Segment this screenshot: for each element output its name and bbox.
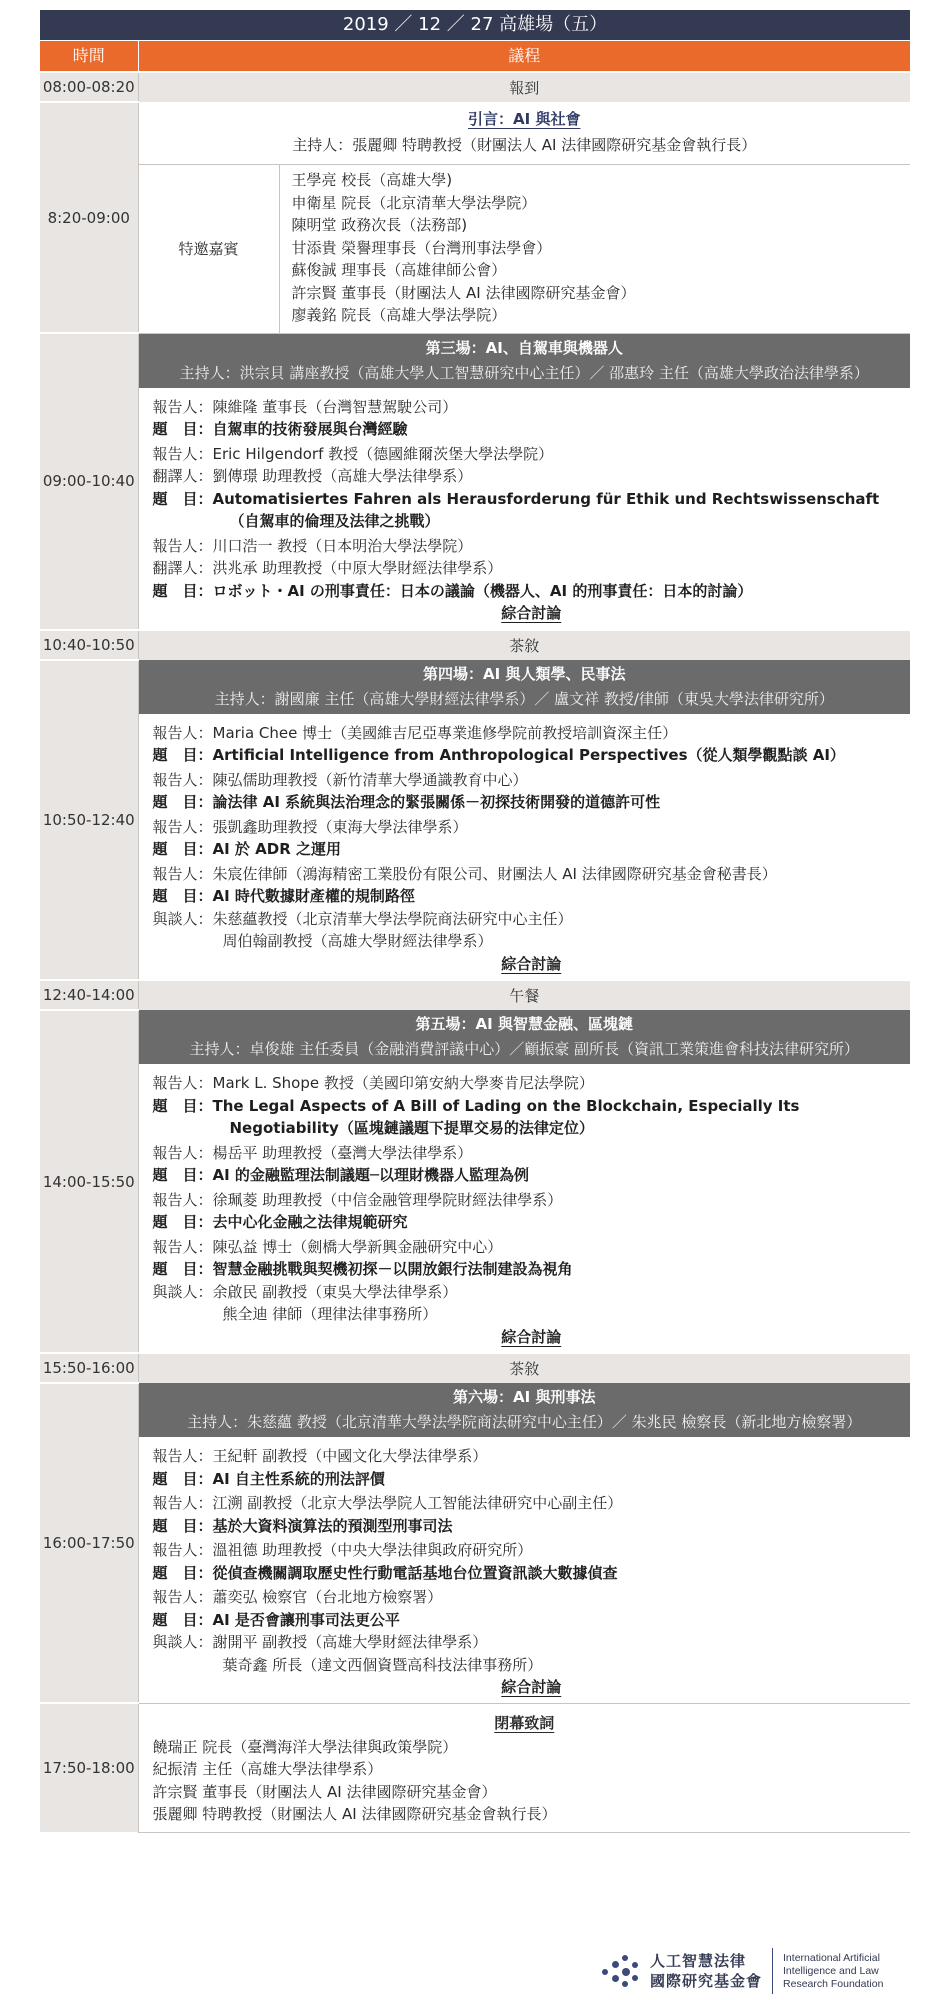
- speaker-line: 與談人：朱慈蘊教授（北京清華大學法學院商法研究中心主任）: [152, 909, 573, 928]
- guest-item: 廖義銘 院長（高雄大學法學院）: [291, 306, 507, 324]
- speaker-line: 與談人：余啟民 副教授（東吳大學法律學系）: [152, 1282, 458, 1301]
- guest-item: 陳明堂 政務次長（法務部): [291, 216, 468, 234]
- logo-en-line-3: Research Foundation: [783, 1977, 884, 1990]
- logo-en-line-1: International Artificial: [783, 1951, 880, 1964]
- intro-block: [138, 102, 910, 333]
- closing-speaker: 饒瑞正 院長（臺灣海洋大學法律與政策學院）: [152, 1737, 458, 1756]
- time-session-3: 09:00-10:40: [40, 333, 138, 630]
- time-session-6: 16:00-17:50: [40, 1383, 138, 1703]
- session-4-title: 第四場：AI 與人類學、民事法: [423, 664, 626, 683]
- agenda-sheet: [40, 10, 910, 1833]
- logo-divider: [772, 1948, 773, 1994]
- closing-speakers: [139, 1736, 911, 1832]
- logo-en-line-2: Intelligence and Law: [783, 1964, 879, 1977]
- talk-topic: 題 目：基於大資料演算法的預測型刑事司法: [152, 1516, 453, 1535]
- time-session-5: 14:00-15:50: [40, 1010, 138, 1353]
- session-5-moderator: 主持人：卓俊雄 主任委員（金融消費評議中心）／顧振豪 副所長（資訊工業策進會科技法律研究所）: [189, 1040, 860, 1058]
- speaker-line: 報告人：Maria Chee 博士（美國維吉尼亞專業進修學院前教授培訓資深主任）: [152, 723, 678, 742]
- guest-item: 甘添貴 榮譽理事長（台灣刑事法學會）: [291, 238, 552, 257]
- speaker-line: 翻譯人：洪兆承 助理教授（中原大學財經法律學系）: [152, 559, 503, 577]
- talk-topic: 題 目：AI 時代數據財產權的規制路徑: [152, 887, 415, 905]
- time-intro: 8:20-09:00: [40, 102, 138, 333]
- general-discussion: 綜合討論: [501, 1327, 562, 1346]
- session-4-body: [139, 714, 911, 980]
- session-6-header: [139, 1383, 911, 1437]
- speaker-line: 與談人：謝開平 副教授（高雄大學財經法律學系）: [152, 1633, 488, 1651]
- general-discussion: 綜合討論: [501, 604, 562, 622]
- intro-title: 引言：AI 與社會: [468, 110, 581, 128]
- general-discussion: 綜合討論: [501, 954, 562, 973]
- time-lunch: 12:40-14:00: [40, 980, 138, 1010]
- talk-topic: 題 目：智慧金融挑戰與契機初探－以開放銀行法制建設為視角: [152, 1260, 573, 1278]
- speaker-line: 報告人：陳弘儒助理教授（新竹清華大學通識教育中心）: [152, 770, 528, 789]
- closing-title: 閉幕致詞: [494, 1713, 555, 1732]
- column-header-time: 時間: [40, 41, 138, 73]
- closing-speaker: 許宗賢 董事長（財團法人 AI 法律國際研究基金會）: [152, 1782, 497, 1801]
- logo-cn-line-2: 國際研究基金會: [650, 1972, 763, 1990]
- speaker-line: 報告人：溫祖德 助理教授（中央大學法律與政府研究所）: [152, 1541, 533, 1559]
- speaker-line: 報告人：川口浩一 教授（日本明治大學法學院）: [152, 536, 473, 555]
- talk-topic: （自駕車的倫理及法律之挑戰）: [229, 512, 440, 530]
- session-3-body: [139, 388, 911, 629]
- talk-topic: 題 目：自駕車的技術發展與台灣經驗: [152, 420, 408, 438]
- logo-english-name: [783, 1952, 883, 1991]
- guest-item: 許宗賢 董事長（財團法人 AI 法律國際研究基金會）: [291, 283, 636, 302]
- network-logo-icon: [600, 1951, 642, 1991]
- speaker-line: 報告人：張凱鑫助理教授（東海大學法律學系）: [152, 817, 468, 836]
- talk-topic: 題 目：Artificial Intelligence from Anthropological Perspectives（從人類學觀點談 AI）: [152, 746, 845, 764]
- session-5-block: [138, 1010, 910, 1353]
- speaker-line: 熊全迪 律師（理律法律事務所）: [222, 1305, 438, 1323]
- session-6-moderator: 主持人：朱慈蘊 教授（北京清華大學法學院商法研究中心主任）／ 朱兆民 檢察長（新北地方檢察署）: [187, 1413, 862, 1431]
- closing-block: [138, 1703, 910, 1832]
- speaker-line: 報告人：楊岳平 助理教授（臺灣大學法律學系）: [152, 1143, 473, 1162]
- closing-speaker: 張麗卿 特聘教授（財團法人 AI 法律國際研究基金會執行長）: [152, 1805, 557, 1823]
- registration-label: 報到: [138, 72, 910, 102]
- talk-topic: 題 目：The Legal Aspects of A Bill of Lading on the Blockchain, Especially Its: [152, 1096, 800, 1115]
- talk-topic: 題 目：ロボット・AI の刑事責任：日本の議論（機器人、AI 的刑事責任：日本的討論）: [152, 581, 753, 600]
- session-3-header: [139, 334, 911, 388]
- tea-break-2-label: 茶敘: [138, 1353, 910, 1383]
- talk-topic: 題 目：論法律 AI 系統與法治理念的緊張關係－初探技術開發的道德許可性: [152, 793, 661, 811]
- tea-break-1-label: 茶敘: [138, 630, 910, 660]
- talk-topic: 題 目：去中心化金融之法律規範研究: [152, 1213, 408, 1231]
- speaker-line: 報告人：朱宸佐律師（鴻海精密工業股份有限公司、財團法人 AI 法律國際研究基金會秘書長）: [152, 864, 777, 883]
- speaker-line: 葉奇鑫 所長（達文西個資暨高科技法律事務所）: [222, 1655, 543, 1674]
- session-5-title: 第五場：AI 與智慧金融、區塊鏈: [415, 1015, 633, 1033]
- session-3-title: 第三場：AI、自駕車與機器人: [425, 338, 623, 357]
- session-4-block: [138, 660, 910, 981]
- guest-section: [139, 165, 911, 333]
- time-session-4: 10:50-12:40: [40, 660, 138, 981]
- session-6-body: [139, 1437, 911, 1703]
- speaker-line: 報告人：陳維隆 董事長（台灣智慧駕駛公司）: [152, 397, 458, 416]
- time-closing: 17:50-18:00: [40, 1703, 138, 1832]
- speaker-line: 報告人：蕭奕弘 檢察官（台北地方檢察署）: [152, 1588, 443, 1606]
- speaker-line: 報告人：Mark L. Shope 教授（美國印第安納大學麥肯尼法學院）: [152, 1074, 594, 1092]
- logo-chinese-name: [650, 1951, 762, 1991]
- session-5-body: [139, 1064, 911, 1352]
- guest-label: 特邀嘉賓: [139, 165, 280, 333]
- guest-item: 王學亮 校長（高雄大學): [291, 171, 453, 189]
- speaker-line: 報告人：王紀軒 副教授（中國文化大學法律學系）: [152, 1447, 488, 1465]
- talk-topic: 題 目：AI 的金融監理法制議題─以理財機器人監理為例: [152, 1166, 529, 1184]
- column-header-agenda: 議程: [138, 41, 910, 73]
- time-tea-break-2: 15:50-16:00: [40, 1353, 138, 1383]
- speaker-line: 周伯翰副教授（高雄大學財經法律學系）: [222, 932, 493, 950]
- foundation-logo: [600, 1948, 883, 1994]
- session-4-header: [139, 660, 911, 714]
- guest-item: 申衛星 院長（北京清華大學法學院）: [291, 193, 537, 212]
- speaker-line: 報告人：陳弘益 博士（劍橋大學新興金融研究中心）: [152, 1237, 503, 1256]
- logo-cn-line-1: 人工智慧法律: [650, 1952, 747, 1970]
- session-4-moderator: 主持人：謝國廉 主任（高雄大學財經法律學系）／ 盧文祥 教授/律師（東吳大學法律研究所）: [214, 689, 834, 708]
- speaker-line: 報告人：徐珮菱 助理教授（中信金融管理學院財經法律學系）: [152, 1190, 563, 1209]
- speaker-line: 翻譯人：劉傳璟 助理教授（高雄大學法律學系）: [152, 467, 473, 485]
- speaker-line: 報告人：Eric Hilgendorf 教授（德國維爾茨堡大學法學院）: [152, 444, 554, 463]
- guest-list: [280, 165, 636, 333]
- session-6-block: [138, 1383, 910, 1703]
- talk-topic: 題 目：AI 自主性系統的刑法評價: [152, 1469, 385, 1488]
- talk-topic: 題 目：從偵查機關調取歷史性行動電話基地台位置資訊談大數據偵查: [152, 1563, 618, 1582]
- guest-item: 蘇俊誠 理事長（高雄律師公會）: [291, 261, 507, 279]
- time-registration: 08:00-08:20: [40, 72, 138, 102]
- session-3-block: [138, 333, 910, 630]
- talk-topic: 題 目：AI 是否會讓刑事司法更公平: [152, 1610, 400, 1629]
- lunch-label: 午餐: [138, 980, 910, 1010]
- speaker-line: 報告人：江溯 副教授（北京大學法學院人工智能法律研究中心副主任）: [152, 1494, 623, 1512]
- event-date-header: 2019 ／ 12 ／ 27 高雄場（五）: [40, 10, 910, 41]
- talk-topic: 題 目：Automatisiertes Fahren als Herausforderung für Ethik und Rechtswissenschaft: [152, 489, 880, 508]
- session-3-moderator: 主持人：洪宗貝 講座教授（高雄大學人工智慧研究中心主任）／ 邵惠玲 主任（高雄大學政治法律學系）: [179, 363, 869, 382]
- agenda-table: [40, 10, 910, 1833]
- general-discussion: 綜合討論: [501, 1678, 562, 1696]
- intro-host: 主持人：張麗卿 特聘教授（財團法人 AI 法律國際研究基金會執行長）: [139, 132, 911, 165]
- talk-topic: 題 目：AI 於 ADR 之運用: [152, 840, 341, 858]
- session-5-header: [139, 1010, 911, 1064]
- time-tea-break-1: 10:40-10:50: [40, 630, 138, 660]
- closing-speaker: 紀振清 主任（高雄大學法律學系）: [152, 1760, 383, 1778]
- session-6-title: 第六場：AI 與刑事法: [453, 1388, 596, 1406]
- talk-topic: Negotiability（區塊鏈議題下提單交易的法律定位）: [229, 1119, 594, 1137]
